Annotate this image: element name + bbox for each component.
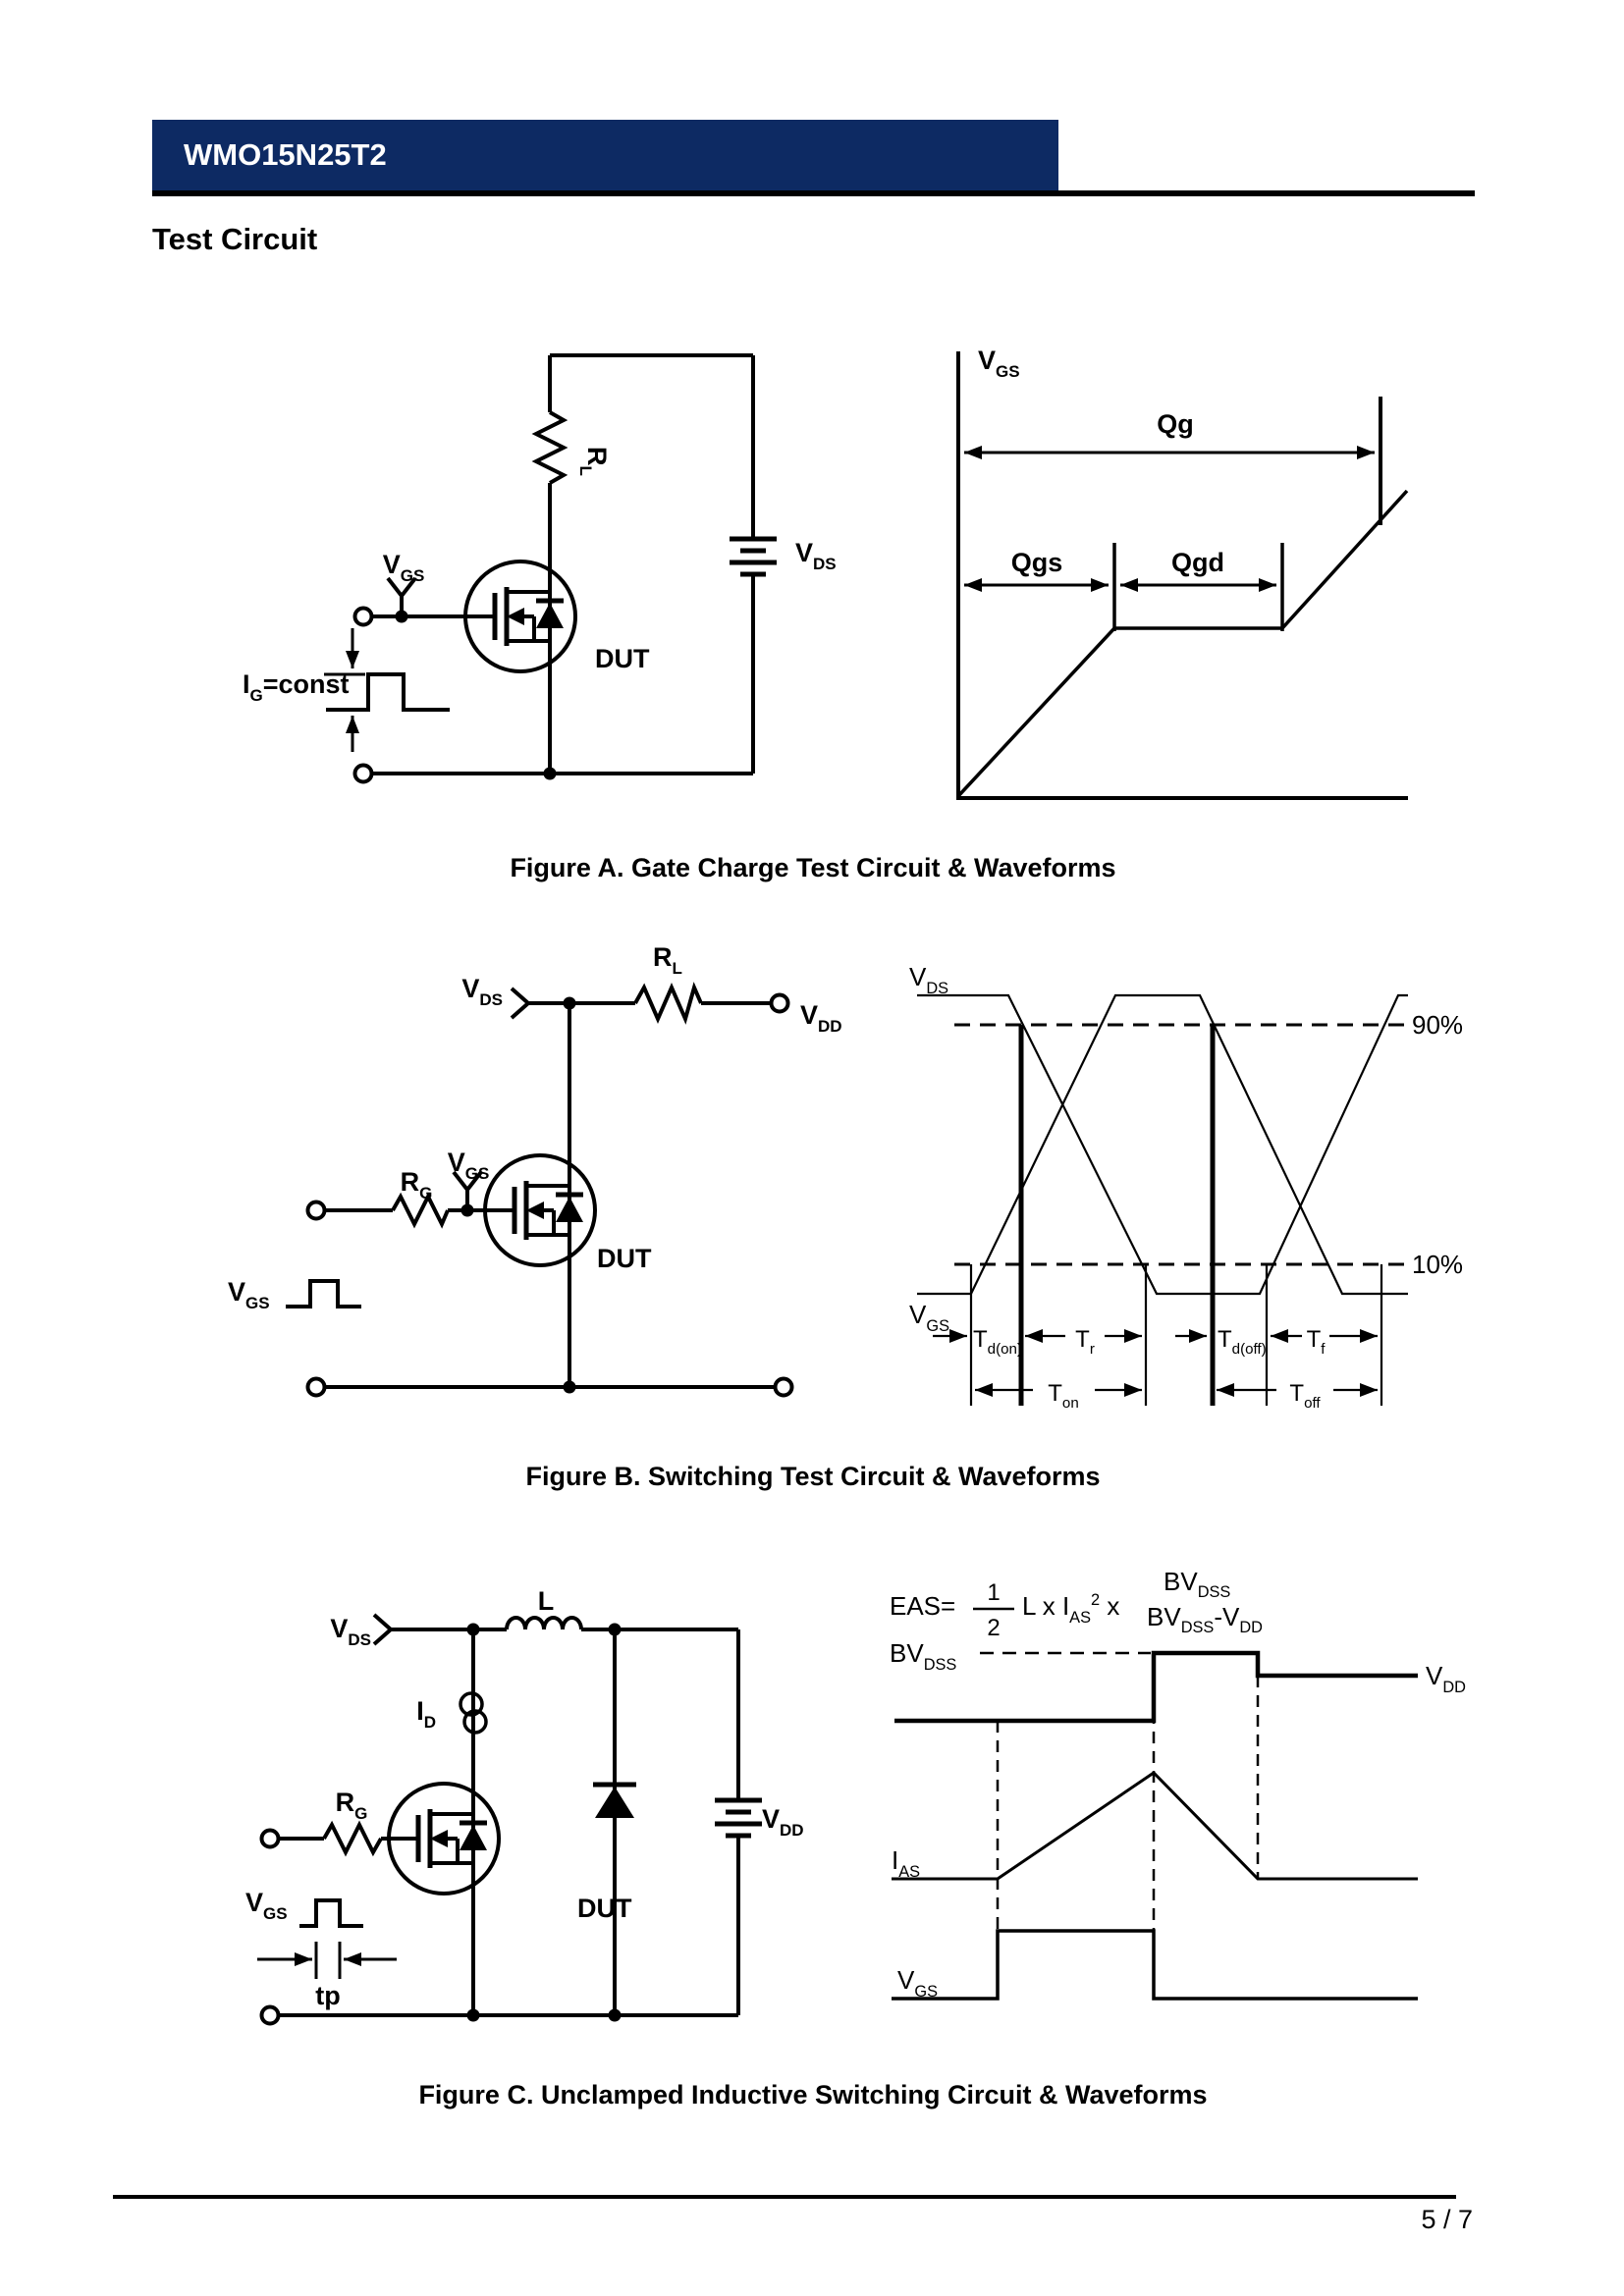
- label-ig-const: $I_G=const$: [243, 669, 350, 705]
- freewheel-diode: [595, 1787, 634, 1818]
- label-tf: $T_f$: [1306, 1326, 1326, 1358]
- label-vdd: $V_{DD}$: [762, 1804, 804, 1840]
- dut-mosfet: [465, 561, 575, 671]
- label-td-on: $T_{d(on)}$: [973, 1326, 1022, 1358]
- vds-probe-arrow: [374, 1615, 391, 1644]
- label-wf-vgs: $V_{GS}$: [897, 1965, 938, 2001]
- figure-b-caption: Figure B. Switching Test Circuit & Waveforms: [525, 1462, 1101, 1491]
- footer-rule: [113, 2195, 1456, 2199]
- junction-dot: [564, 1381, 576, 1394]
- gate-terminal: [308, 1202, 325, 1219]
- figure-c: [245, 1567, 1466, 2109]
- bottom-terminal: [262, 2007, 279, 2024]
- battery-vds: [730, 539, 777, 574]
- figure-a-circuit: [243, 355, 837, 782]
- vds-trace: [894, 1653, 1418, 1721]
- label-vds: $V_{DS}$: [795, 538, 837, 573]
- label-vgs: $V_{GS}$: [382, 550, 425, 585]
- formula-body: L x $I_{AS}^2$ x: [1022, 1591, 1120, 1627]
- label-vds: $V_{DS}$: [461, 974, 503, 1009]
- bottom-left-terminal: [308, 1379, 325, 1396]
- page-number: 5 / 7: [1421, 2205, 1473, 2234]
- ias-trace: [892, 1773, 1418, 1879]
- label-10pct: 10%: [1412, 1250, 1464, 1279]
- figure-b-waveform: [909, 962, 1463, 1412]
- gate-terminal: [262, 1831, 279, 1847]
- label-vgs-pulse: $V_{GS}$: [228, 1277, 270, 1312]
- vdd-terminal: [772, 995, 788, 1012]
- formula-denominator: 2: [987, 1615, 1001, 1641]
- formula-lhs: EAS=: [890, 1591, 956, 1621]
- label-ias: $I_{AS}$: [892, 1845, 921, 1881]
- label-tr: $T_r$: [1075, 1326, 1095, 1358]
- dut-mosfet: [389, 1784, 499, 1894]
- bottom-right-terminal: [776, 1379, 792, 1396]
- eas-formula: [890, 1567, 1263, 1641]
- label-tp: tp: [315, 1981, 341, 2010]
- figure-b: [228, 942, 1463, 1491]
- junction-dot: [467, 2009, 480, 2022]
- section-heading: Test Circuit: [152, 222, 318, 256]
- label-ton: $T_{on}$: [1048, 1380, 1079, 1412]
- dut-mosfet: [485, 1155, 595, 1265]
- inductor-l: [507, 1618, 581, 1629]
- vds-probe-arrow: [512, 988, 528, 1018]
- figure-a: [243, 346, 1408, 882]
- label-bvdss: $BV_{DSS}$: [890, 1638, 957, 1674]
- label-vds: $V_{DS}$: [330, 1614, 371, 1649]
- label-id: $I_D$: [416, 1696, 436, 1732]
- label-qgd: Qgd: [1171, 548, 1224, 577]
- label-vgs: $V_{GS}$: [245, 1888, 288, 1923]
- label-wf-vds: $V_{DS}$: [909, 962, 949, 997]
- tp-dimension: [257, 1942, 397, 1979]
- label-wf-vdd: $V_{DD}$: [1426, 1661, 1466, 1696]
- label-dut: DUT: [597, 1244, 652, 1273]
- formula-fraction-top: $BV_{DSS}$: [1164, 1567, 1231, 1601]
- label-rg: $R_G$: [400, 1167, 433, 1202]
- figure-a-waveform: [956, 346, 1408, 798]
- resistor-rg: [324, 1825, 381, 1852]
- gate-terminal: [355, 609, 372, 625]
- label-rl: $R_L$: [653, 942, 682, 978]
- label-wf-vgs-axis: $V_{GS}$: [978, 346, 1020, 381]
- label-td-off: $T_{d(off)}$: [1218, 1326, 1267, 1358]
- vgs-pulse: [286, 1281, 361, 1307]
- label-90pct: 90%: [1412, 1010, 1464, 1040]
- junction-dot: [609, 2009, 622, 2022]
- label-wf-vgs: $V_{GS}$: [909, 1300, 949, 1335]
- figure-c-caption: Figure C. Unclamped Inductive Switching Circuit & Waveforms: [418, 2080, 1208, 2109]
- figure-b-circuit: [228, 942, 842, 1396]
- label-qgs: Qgs: [1010, 548, 1063, 577]
- resistor-rl: [536, 412, 564, 483]
- battery-vdd: [715, 1800, 762, 1836]
- formula-fraction-bottom: $BV_{DSS}-V_{DD}$: [1147, 1602, 1263, 1636]
- label-qg: Qg: [1157, 409, 1194, 439]
- resistor-rl: [635, 988, 701, 1019]
- source-terminal: [355, 766, 372, 782]
- figure-c-waveform: [890, 1567, 1466, 2001]
- figure-c-circuit: [245, 1586, 804, 2024]
- label-vgs-probe: $V_{GS}$: [447, 1148, 490, 1183]
- vgs-trace: [892, 1931, 1418, 1999]
- part-number-title: WMO15N25T2: [184, 137, 387, 172]
- vgs-trace: [917, 995, 1408, 1294]
- vgs-pulse: [299, 1900, 363, 1926]
- label-rg: $R_G$: [335, 1788, 368, 1823]
- vds-trace: [917, 995, 1408, 1294]
- label-dut: DUT: [577, 1894, 632, 1923]
- label-vdd: $V_{DD}$: [800, 1000, 842, 1036]
- label-dut: DUT: [595, 644, 650, 673]
- label-rl: $R_L$: [576, 447, 612, 476]
- label-l: L: [537, 1586, 555, 1616]
- junction-dot: [544, 768, 557, 780]
- figure-a-caption: Figure A. Gate Charge Test Circuit & Waveforms: [510, 853, 1116, 882]
- formula-numerator: 1: [987, 1579, 1001, 1606]
- gate-charge-curve: [958, 491, 1407, 796]
- label-toff: $T_{off}$: [1289, 1380, 1321, 1412]
